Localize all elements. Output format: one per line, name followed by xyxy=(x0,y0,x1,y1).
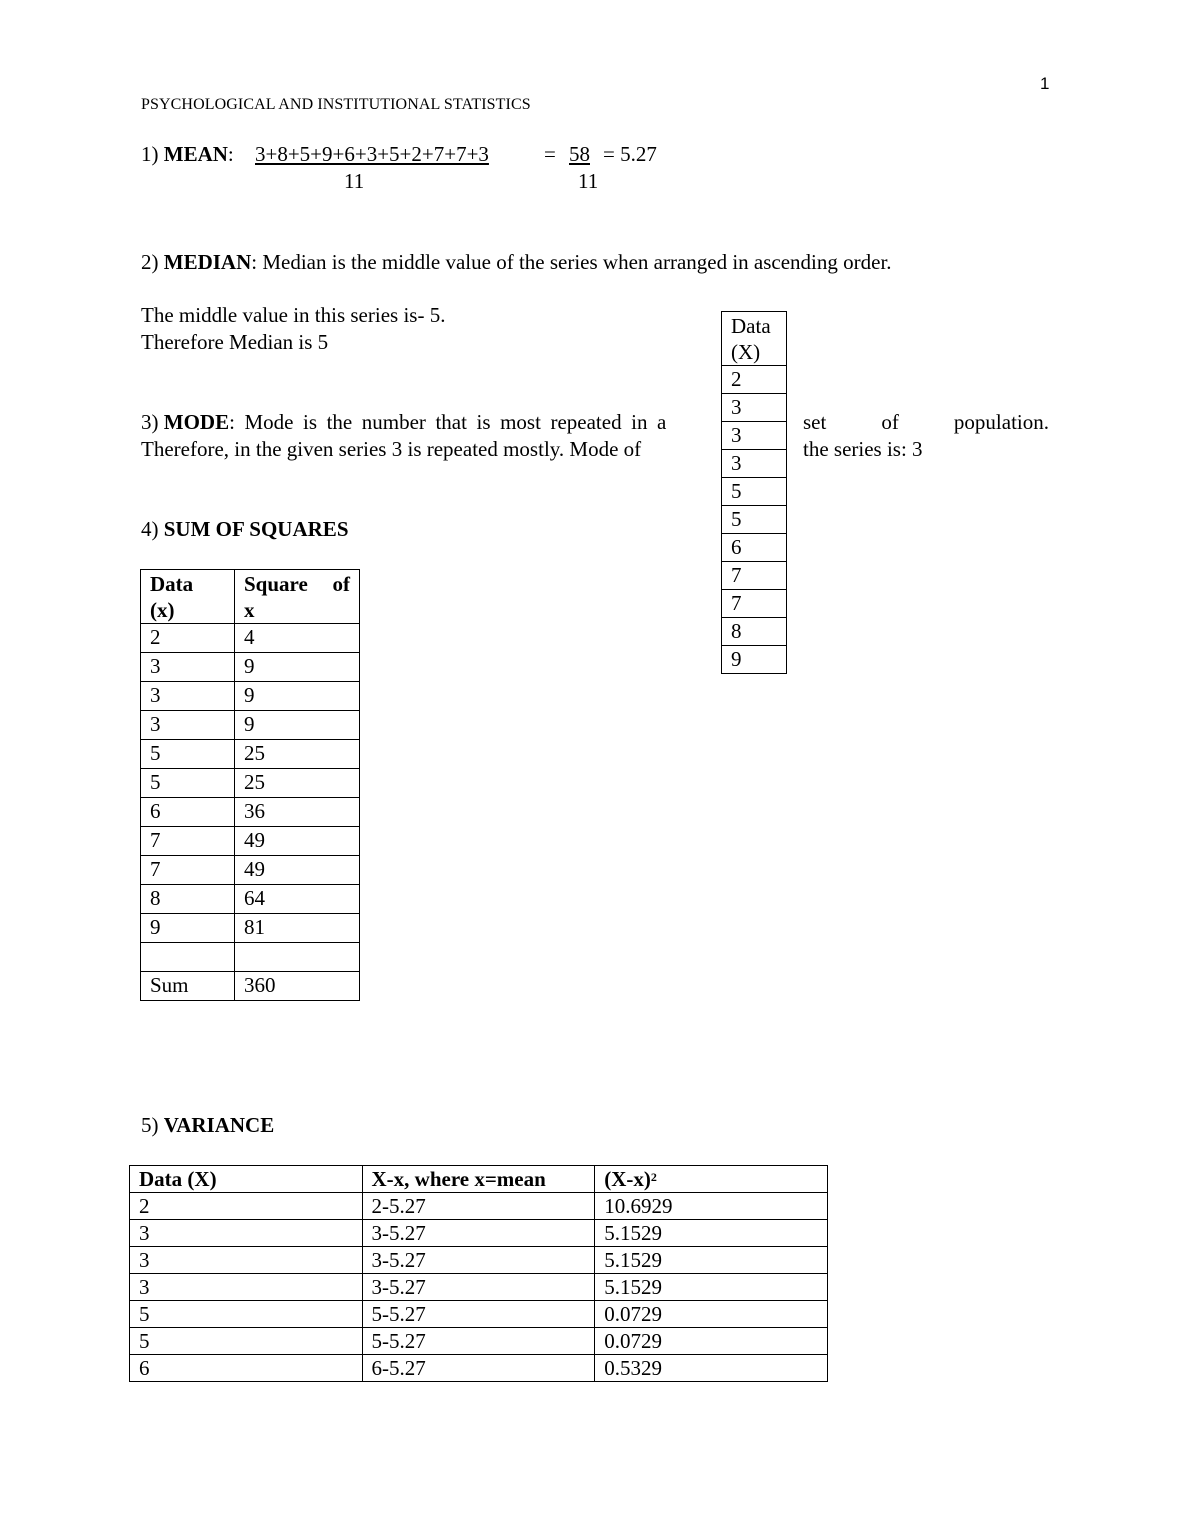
squares-cell-sq: 49 xyxy=(235,827,360,856)
variance-cell-x: 6 xyxy=(130,1355,363,1382)
median-header-line-1: Data xyxy=(731,314,771,338)
median-table-header xyxy=(722,312,787,366)
variance-cell-sq: 0.0729 xyxy=(595,1328,828,1355)
mode-label: MODE xyxy=(163,410,230,434)
squares-number: 4) xyxy=(141,517,164,541)
variance-header-squared-base: (X-x) xyxy=(604,1167,651,1191)
squares-cell-x: 3 xyxy=(141,653,235,682)
squares-cell-sq: 9 xyxy=(235,682,360,711)
variance-cell-dev: 5-5.27 xyxy=(362,1301,595,1328)
variance-header-squared xyxy=(595,1166,828,1193)
mean-colon: : xyxy=(227,142,234,166)
variance-label: VARIANCE xyxy=(163,1113,275,1137)
variance-cell-sq: 0.0729 xyxy=(595,1301,828,1328)
mode-number: 3) xyxy=(141,410,164,434)
median-text: : Median is the middle value of the series when arranged in ascending order. xyxy=(251,250,892,274)
median-cell: 8 xyxy=(722,618,787,646)
mean-sum: 58 xyxy=(569,142,590,166)
median-cell: 2 xyxy=(722,366,787,394)
mean-number: 1) xyxy=(141,142,164,166)
mean-denominator-2: 11 xyxy=(578,169,599,193)
squares-cell-sq: 49 xyxy=(235,856,360,885)
squares-col2-line-2: x xyxy=(244,598,255,622)
squares-cell-sq: 25 xyxy=(235,740,360,769)
variance-cell-sq: 5.1529 xyxy=(595,1220,828,1247)
squares-col2-word-2: of xyxy=(332,572,350,596)
squares-col-data-header xyxy=(141,570,235,624)
squares-cell-sq: 81 xyxy=(235,914,360,943)
squares-heading xyxy=(141,519,349,540)
variance-cell-sq: 5.1529 xyxy=(595,1247,828,1274)
median-cell: 3 xyxy=(722,450,787,478)
median-number: 2) xyxy=(141,250,164,274)
variance-cell-dev: 2-5.27 xyxy=(362,1193,595,1220)
squares-cell-x: 2 xyxy=(141,624,235,653)
variance-header-data: Data (X) xyxy=(130,1166,363,1193)
median-data-table xyxy=(721,311,787,674)
median-cell: 6 xyxy=(722,534,787,562)
median-cell: 5 xyxy=(722,506,787,534)
median-cell: 9 xyxy=(722,646,787,674)
median-label: MEDIAN xyxy=(163,250,252,274)
squares-cell-x: 9 xyxy=(141,914,235,943)
squares-cell-sq: 64 xyxy=(235,885,360,914)
squares-cell-sq: 36 xyxy=(235,798,360,827)
variance-cell-x: 3 xyxy=(130,1274,363,1301)
variance-cell-sq: 10.6929 xyxy=(595,1193,828,1220)
mean-result: = 5.27 xyxy=(603,142,657,166)
median-header-line-2: (X) xyxy=(731,340,761,364)
mean-numerator: 3+8+5+9+6+3+5+2+7+7+3 xyxy=(255,142,489,166)
squares-label: SUM OF SQUARES xyxy=(163,517,349,541)
median-cell: 7 xyxy=(722,562,787,590)
mode-word-set: set xyxy=(803,410,827,434)
median-definition xyxy=(141,252,892,273)
squares-col1-line-2: (x) xyxy=(150,598,175,622)
squares-cell-sq: 9 xyxy=(235,711,360,740)
variance-cell-x: 3 xyxy=(130,1220,363,1247)
squares-cell-sq: 25 xyxy=(235,769,360,798)
running-header: PSYCHOLOGICAL AND INSTITUTIONAL STATISTICS xyxy=(141,96,531,113)
median-cell: 5 xyxy=(722,478,787,506)
squares-cell-x: 7 xyxy=(141,856,235,885)
squares-cell-x: 7 xyxy=(141,827,235,856)
variance-table xyxy=(129,1165,828,1382)
variance-cell-x: 3 xyxy=(130,1247,363,1274)
variance-cell-sq: 5.1529 xyxy=(595,1274,828,1301)
squares-cell-x: 3 xyxy=(141,711,235,740)
squares-col1-line-1: Data xyxy=(150,572,194,596)
variance-cell-x: 5 xyxy=(130,1328,363,1355)
mean-equals: = xyxy=(544,142,556,166)
median-cell: 3 xyxy=(722,394,787,422)
mode-line-2: Therefore, in the given series 3 is repeated mostly. Mode of xyxy=(141,437,642,461)
squares-sum-label: Sum xyxy=(141,972,235,1001)
mean-denominator: 11 xyxy=(344,169,365,193)
variance-cell-dev: 3-5.27 xyxy=(362,1247,595,1274)
squares-cell-x: 5 xyxy=(141,769,235,798)
variance-header-deviation: X-x, where x=mean xyxy=(362,1166,595,1193)
variance-cell-x: 5 xyxy=(130,1301,363,1328)
squares-cell-x: 5 xyxy=(141,740,235,769)
median-cell: 7 xyxy=(722,590,787,618)
mode-right-line-1 xyxy=(803,412,1049,433)
variance-header-exponent: 2 xyxy=(650,1170,657,1184)
median-cell: 3 xyxy=(722,422,787,450)
median-line-1: The middle value in this series is- 5. xyxy=(141,303,446,327)
squares-sum-value: 360 xyxy=(235,972,360,1001)
mode-line-1 xyxy=(141,412,702,433)
variance-cell-dev: 5-5.27 xyxy=(362,1328,595,1355)
variance-cell-dev: 3-5.27 xyxy=(362,1220,595,1247)
variance-cell-x: 2 xyxy=(130,1193,363,1220)
variance-cell-dev: 6-5.27 xyxy=(362,1355,595,1382)
squares-cell-empty xyxy=(235,943,360,972)
median-line-2: Therefore Median is 5 xyxy=(141,330,329,354)
variance-cell-sq: 0.5329 xyxy=(595,1355,828,1382)
squares-col2-word-1: Square xyxy=(244,572,308,596)
squares-cell-x: 6 xyxy=(141,798,235,827)
variance-number: 5) xyxy=(141,1113,164,1137)
squares-cell-x: 8 xyxy=(141,885,235,914)
squares-cell-empty xyxy=(141,943,235,972)
variance-heading xyxy=(141,1115,274,1136)
page-number: 1 xyxy=(1040,74,1050,93)
squares-cell-sq: 9 xyxy=(235,653,360,682)
squares-table xyxy=(140,569,360,1001)
mean-line xyxy=(141,144,234,165)
squares-col-square-header xyxy=(235,570,360,624)
mode-word-population: population. xyxy=(953,410,1049,434)
squares-cell-sq: 4 xyxy=(235,624,360,653)
mode-right-line-2: the series is: 3 xyxy=(803,437,923,461)
squares-cell-x: 3 xyxy=(141,682,235,711)
mode-text-1: : Mode is the number that is most repeated in a xyxy=(229,410,667,434)
mode-word-of: of xyxy=(881,410,899,434)
variance-cell-dev: 3-5.27 xyxy=(362,1274,595,1301)
mean-label: MEAN xyxy=(163,142,228,166)
